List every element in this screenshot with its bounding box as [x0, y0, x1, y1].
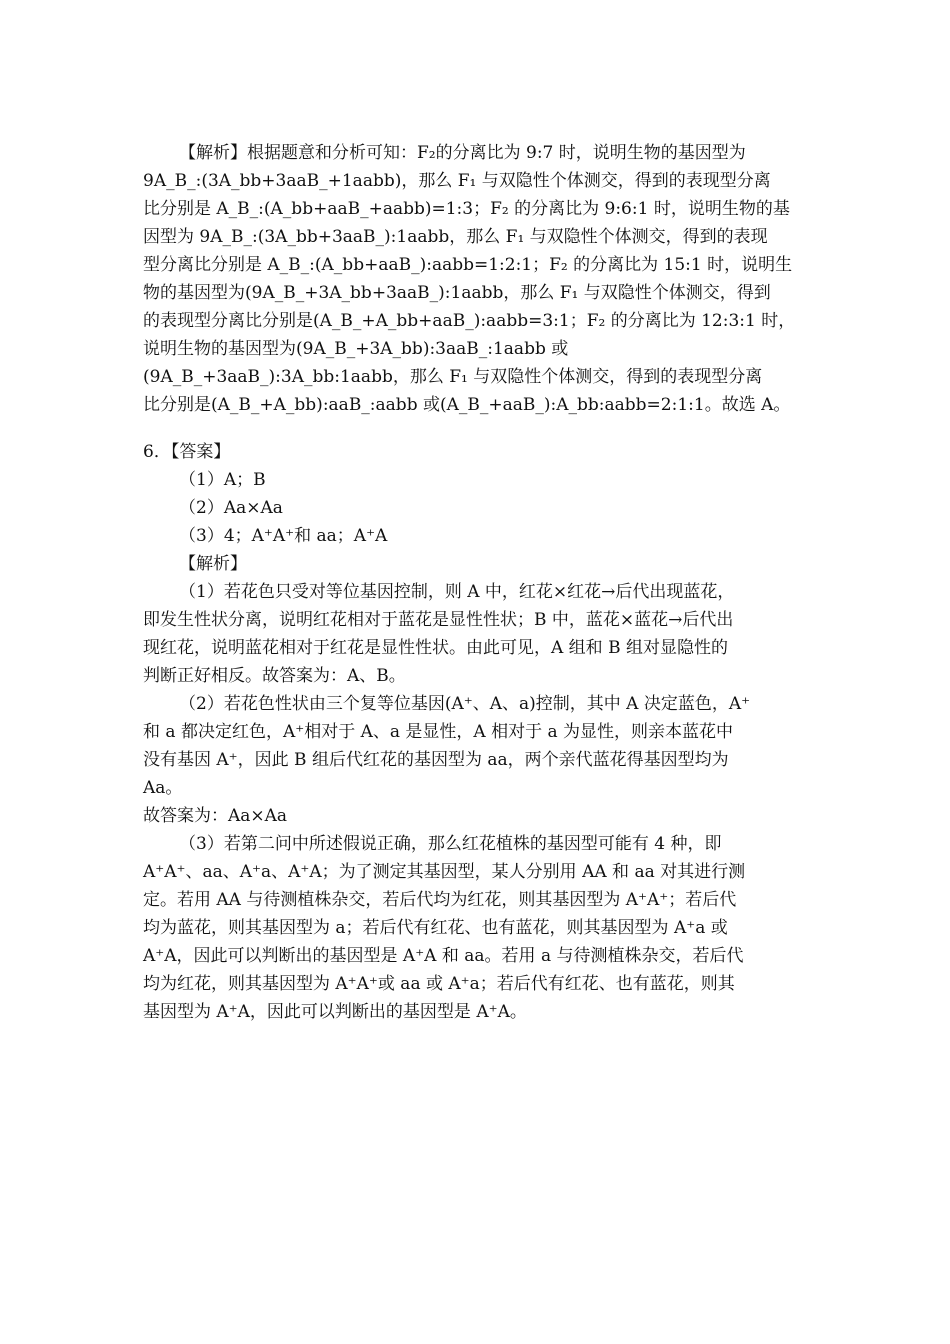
analysis-part3-line: （3）若第二问中所述假说正确，那么红花植株的基因型可能有 4 种，即	[179, 834, 722, 854]
answer-item: （1）A；B	[179, 470, 266, 490]
answer-item: （2）Aa×Aa	[179, 498, 283, 518]
analysis-label: 【解析】	[179, 554, 247, 574]
question-heading: 6．【答案】	[143, 442, 231, 462]
section-5-analysis	[143, 139, 813, 419]
analysis-part3-line: A⁺A⁺、aa、A⁺a、A⁺A；为了测定其基因型，某人分别用 AA 和 aa 对其进行测	[143, 862, 746, 882]
answer-item: （3）4；A⁺A⁺和 aa；A⁺A	[179, 526, 388, 546]
analysis-part3-line: 均为蓝花，则其基因型为 a；若后代有红花、也有蓝花，则其基因型为 A⁺a 或	[143, 918, 728, 938]
analysis-part1-line: 现红花，说明蓝花相对于红花是显性性状。由此可见，A 组和 B 组对显隐性的	[143, 638, 728, 658]
paragraph-line: 型分离比分别是 A_B_:(A_bb+aaB_):aabb=1:2:1；F₂ 的分离比为 15:1 时，说明生	[143, 255, 793, 275]
analysis-part2-line: 没有基因 A⁺，因此 B 组后代红花的基因型为 aa，两个亲代蓝花得基因型均为	[143, 750, 729, 770]
paragraph-line: 说明生物的基因型为(9A_B_+3A_bb):3aaB_:1aabb 或	[143, 339, 569, 359]
analysis-part3-line: 定。若用 AA 与待测植株杂交，若后代均为红花，则其基因型为 A⁺A⁺；若后代	[143, 890, 737, 910]
paragraph-line: 比分别是(A_B_+A_bb):aaB_:aabb 或(A_B_+aaB_):A_bb:aabb=2:1:1。故选 A。	[143, 395, 791, 415]
analysis-part2-line: 和 a 都决定红色，A⁺相对于 A、a 是显性，A 相对于 a 为显性，则亲本蓝花中	[143, 722, 734, 742]
paragraph-line: 因型为 9A_B_:(3A_bb+3aaB_):1aabb，那么 F₁ 与双隐性个体测交，得到的表现	[143, 227, 768, 247]
section-6	[143, 438, 813, 1026]
paragraph-line: 【解析】根据题意和分析可知：F₂的分离比为 9:7 时，说明生物的基因型为	[179, 143, 746, 163]
analysis-part3-line: A⁺A，因此可以判断出的基因型是 A⁺A 和 aa。若用 a 与待测植株杂交，若后代	[143, 946, 744, 966]
analysis-part2-conclusion: 故答案为：Aa×Aa	[143, 806, 288, 826]
analysis-part1-line: 判断正好相反。故答案为：A、B。	[143, 666, 406, 686]
paragraph-line: 比分别是 A_B_:(A_bb+aaB_+aabb)=1:3；F₂ 的分离比为 9:6:1 时，说明生物的基	[143, 199, 790, 219]
paragraph-line: 的表现型分离比分别是(A_B_+A_bb+aaB_):aabb=3:1；F₂ 的分离比为 12:3:1 时，	[143, 311, 796, 331]
analysis-part1-line: 即发生性状分离，说明红花相对于蓝花是显性性状；B 中，蓝花×蓝花→后代出	[143, 610, 734, 630]
paragraph-line: (9A_B_+3aaB_):3A_bb:1aabb，那么 F₁ 与双隐性个体测交，得到的表现型分离	[143, 367, 763, 387]
analysis-part2-line: Aa。	[143, 778, 183, 798]
paragraph-line: 9A_B_:(3A_bb+3aaB_+1aabb)，那么 F₁ 与双隐性个体测交，得到的表现型分离	[143, 171, 771, 191]
analysis-part3-line: 均为红花，则其基因型为 A⁺A⁺或 aa 或 A⁺a；若后代有红花、也有蓝花，则其	[143, 974, 735, 994]
paragraph-line: 物的基因型为(9A_B_+3A_bb+3aaB_):1aabb，那么 F₁ 与双隐性个体测交，得到	[143, 283, 771, 303]
analysis-part1-line: （1）若花色只受对等位基因控制，则 A 中，红花×红花→后代出现蓝花，	[179, 582, 735, 602]
analysis-part3-line: 基因型为 A⁺A，因此可以判断出的基因型是 A⁺A。	[143, 1002, 527, 1022]
analysis-part2-line: （2）若花色性状由三个复等位基因(A⁺、A、a)控制，其中 A 决定蓝色，A⁺	[179, 694, 751, 714]
